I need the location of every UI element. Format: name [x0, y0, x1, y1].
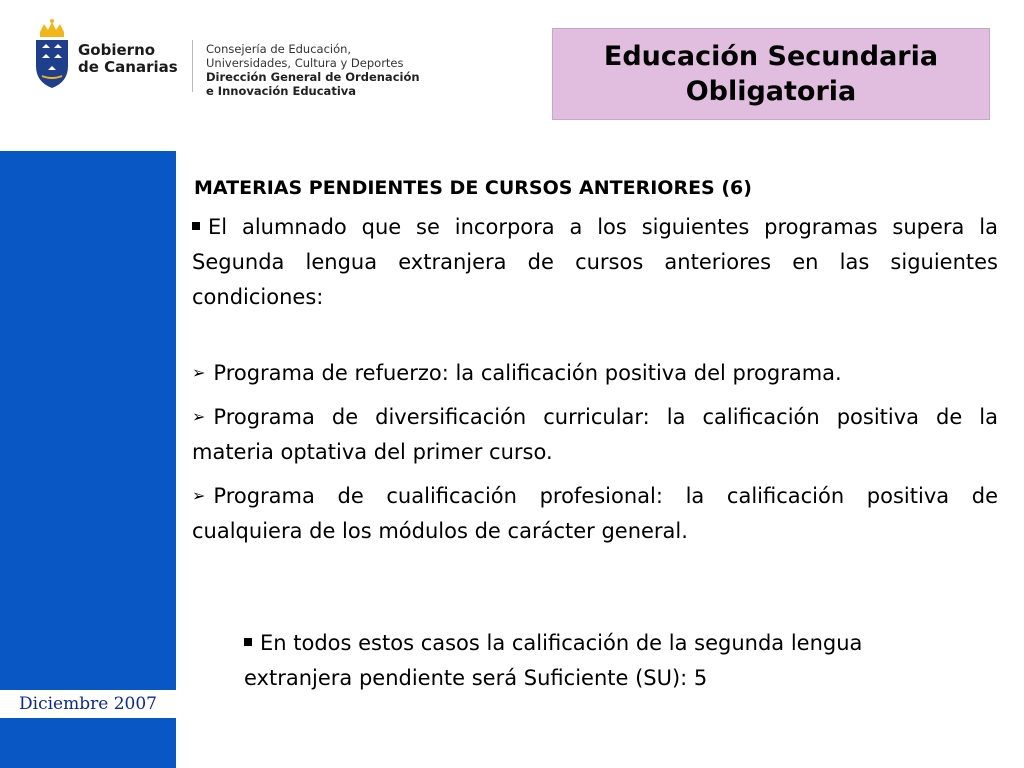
list-item: ➢ Programa de refuerzo: la calificación positiva del programa. — [192, 355, 998, 391]
arrow-bullet-icon: ➢ — [192, 363, 206, 382]
sidebar-date: Diciembre 2007 — [0, 690, 176, 718]
government-name: Gobierno de Canarias — [78, 41, 178, 76]
coat-of-arms-icon — [32, 18, 72, 90]
list-item: ➢ Programa de diversificación curricular: la calificación positiva de la materia optativa del primer curso. — [192, 399, 998, 470]
square-bullet-icon — [192, 222, 200, 230]
logo-divider — [192, 40, 193, 92]
final-note: En todos estos casos la calificación de la segunda lengua extranjera pendiente será Suficiente (SU): 5 — [244, 631, 863, 690]
slide-title: Educación Secundaria Obligatoria — [603, 41, 939, 107]
sidebar-band — [0, 151, 176, 768]
intro-paragraph: El alumnado que se incorpora a los siguientes programas supera la Segunda lengua extranjera de cursos anteriores en las siguientes condiciones: — [192, 215, 998, 309]
slide-content — [192, 170, 998, 549]
arrow-bullet-icon: ➢ — [192, 407, 206, 426]
slide-title-box — [552, 28, 990, 120]
list-item: ➢ Programa de cualificación profesional: la calificación positiva de cualquiera de los módulos de carácter general. — [192, 478, 998, 549]
department-name: Consejería de Educación, Universidades, Cultura y Deportes Dirección General de Ordenación e Innovación Educativa — [206, 42, 420, 98]
square-bullet-icon — [244, 638, 252, 646]
section-heading: MATERIAS PENDIENTES DE CURSOS ANTERIORES (6) — [194, 177, 752, 199]
arrow-bullet-icon: ➢ — [192, 486, 206, 505]
header-logo — [32, 18, 432, 98]
